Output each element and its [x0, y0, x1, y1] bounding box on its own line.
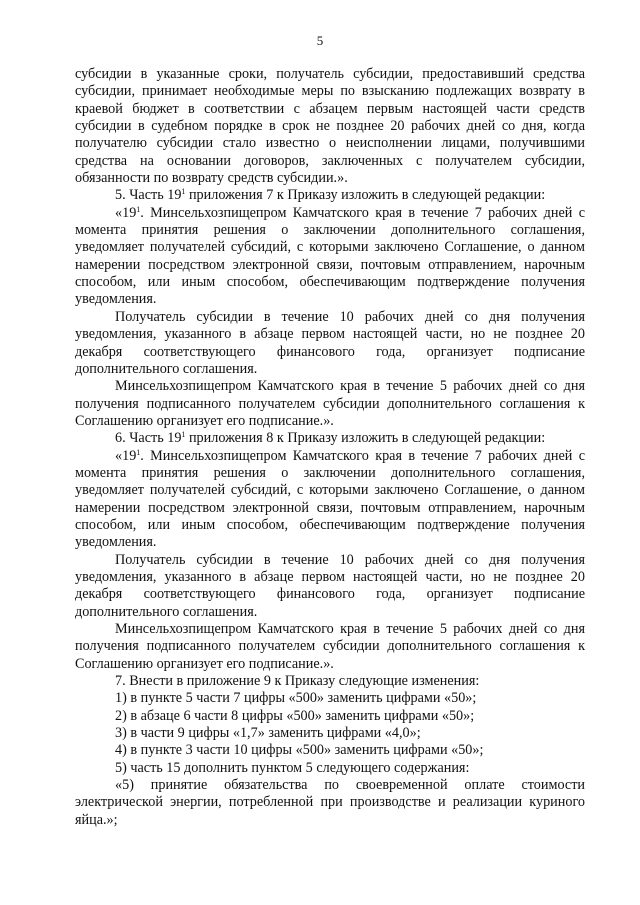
paragraph-text-rest: приложения 7 к Приказу изложить в следующей редакции: [185, 187, 546, 204]
paragraph: «5) принятие обязательства по своевременной оплате стоимости электрической энергии, потребленной при производстве и реализации куриного яйца.»; [75, 777, 585, 828]
paragraph-text-start: 5. Часть 19 [115, 187, 182, 204]
paragraph: 1) в пункте 5 части 7 цифры «500» заменить цифрами «50»; [115, 690, 477, 707]
paragraph [75, 430, 585, 447]
paragraph: субсидии в указанные сроки, получатель субсидии, предоставивший средства субсидии, принимает необходимые меры по взысканию подлежащих возврату в краевой бюджет в соответствии с абзацем первым настоящей части средств субсидии в судебном порядке в срок не позднее 20 рабочих дней со дня, когда получателю субсидии стало известно о неисполнении лицами, получившими средства на основании договоров, заключенных с получателем субсидии, обязанности по возврату средств субсидии.». [75, 66, 585, 187]
paragraph [75, 205, 585, 309]
superscript-index: 1 [136, 204, 141, 214]
paragraph [75, 448, 585, 552]
paragraph-text-start: «19 [115, 447, 137, 464]
paragraph: 5) часть 15 дополнить пунктом 5 следующего содержания: [115, 759, 470, 776]
paragraph-text-rest: . Минсельхозпищепром Камчатского края в течение 7 рабочих дней с момента принятия решения о заключении дополнительного соглашения, уведомляет получателей субсидий, с которыми заключено Соглашение, о данном намерении посредством электронной связи, почтовым отправлением, нарочным способом, или иным способом, обеспечивающим подтверждение получения уведомления. [75, 204, 585, 308]
page-number: 5 [316, 33, 324, 48]
superscript-index: 1 [136, 447, 141, 457]
superscript-index: 1 [181, 430, 186, 440]
paragraph: 3) в части 9 цифры «1,7» заменить цифрами «4,0»; [115, 725, 421, 742]
paragraph: Минсельхозпищепром Камчатского края в течение 5 рабочих дней со дня получения подписанного получателем субсидии дополнительного соглашения к Соглашению организует его подписание.». [75, 378, 585, 429]
paragraph [75, 187, 585, 204]
paragraph-text-rest: приложения 8 к Приказу изложить в следующей редакции: [185, 430, 546, 447]
paragraph: Получатель субсидии в течение 10 рабочих дней со дня получения уведомления, указанного в абзаце первом настоящей части, но не позднее 20 декабря соответствующего финансового года, организует подписание дополнительного соглашения. [75, 308, 585, 377]
paragraph: Минсельхозпищепром Камчатского края в течение 5 рабочих дней со дня получения подписанного получателем субсидии дополнительного соглашения к Соглашению организует его подписание.». [75, 621, 585, 672]
document-body [75, 66, 585, 829]
paragraph: 7. Внести в приложение 9 к Приказу следующие изменения: [115, 673, 480, 690]
paragraph: 2) в абзаце 6 части 8 цифры «500» заменить цифрами «50»; [115, 707, 475, 724]
paragraph-text-start: 6. Часть 19 [115, 430, 182, 447]
paragraph: 4) в пункте 3 части 10 цифры «500» заменить цифрами «50»; [115, 742, 484, 759]
superscript-index: 1 [181, 187, 186, 197]
paragraph-text-start: «19 [115, 204, 137, 221]
paragraph-text-rest: . Минсельхозпищепром Камчатского края в течение 7 рабочих дней с момента принятия решения о заключении дополнительного соглашения, уведомляет получателей субсидий, с которыми заключено Соглашение, о данном намерении посредством электронной связи, почтовым отправлением, нарочным способом, или иным способом, обеспечивающим подтверждение получения уведомления. [75, 447, 585, 551]
paragraph: Получатель субсидии в течение 10 рабочих дней со дня получения уведомления, указанного в абзаце первом настоящей части, но не позднее 20 декабря соответствующего финансового года, организует подписание дополнительного соглашения. [75, 551, 585, 620]
